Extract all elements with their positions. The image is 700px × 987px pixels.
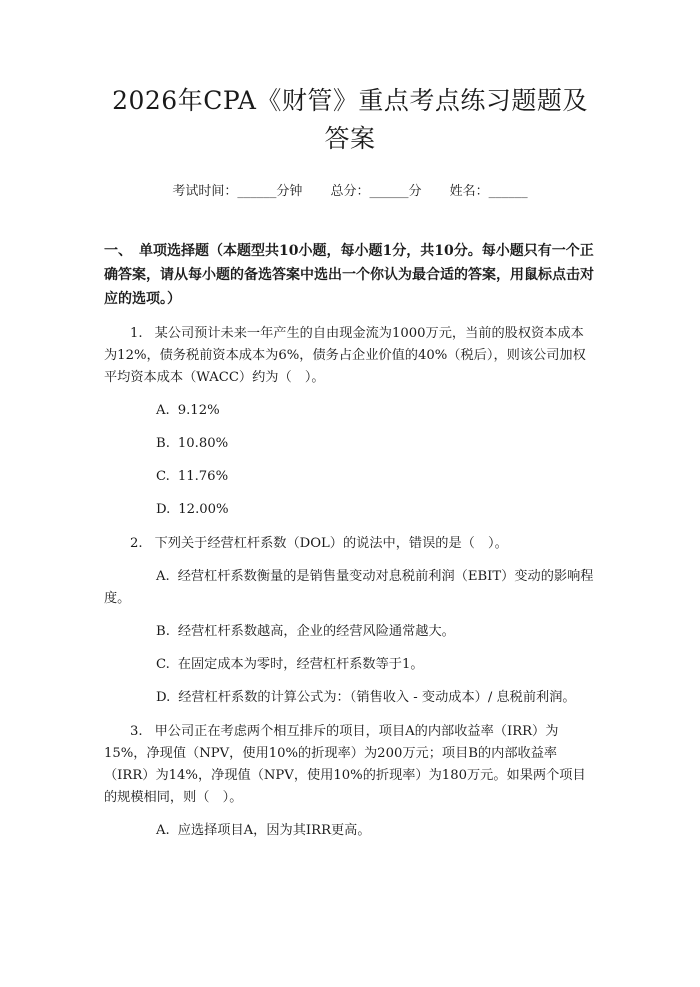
page-title: 2026年CPA《财管》重点考点练习题题及答案 <box>112 86 588 153</box>
option-text: 10.80% <box>177 436 229 451</box>
option-letter: A. <box>156 823 170 838</box>
question-text: 下列关于经营杠杆系数（DOL）的说法中，错误的是（ ）。 <box>154 536 508 551</box>
option-2d[interactable] <box>104 687 596 709</box>
question-2 <box>104 533 596 555</box>
option-2c[interactable] <box>104 654 596 676</box>
option-text: 12.00% <box>178 502 229 517</box>
exam-score: 总分：______分 <box>330 184 422 199</box>
option-1d[interactable] <box>104 499 596 521</box>
question-number: 3. <box>130 724 143 739</box>
option-text: 在固定成本为零时，经营杠杆系数等于1。 <box>177 657 424 672</box>
option-letter: C. <box>156 469 170 484</box>
option-letter: A. <box>156 569 170 584</box>
option-letter: A. <box>156 403 170 418</box>
document-page <box>0 82 700 987</box>
question-text: 甲公司正在考虑两个相互排斥的项目，项目A的内部收益率（IRR）为15%，净现值（NPV，使用10%的折现率）为200万元；项目B的内部收益率（IRR）为14%，净现值（NPV，使用10%的折现率）为180万元。如果两个项目的规模相同，则（ ）。 <box>104 724 586 805</box>
option-letter: B. <box>156 624 170 639</box>
option-letter: C. <box>156 657 170 672</box>
question-1 <box>104 323 596 389</box>
exam-name: 姓名：______ <box>449 184 528 199</box>
option-letter: D. <box>156 502 171 517</box>
section-heading: 一、 单项选择题（本题型共10小题，每小题1分，共10分。每小题只有一个正确答案，请从每小题的备选答案中选出一个你认为最合适的答案，用鼠标点击对应的选项。） <box>104 243 594 307</box>
option-text: 应选择项目A，因为其IRR更高。 <box>177 823 371 838</box>
option-text: 9.12% <box>177 403 220 418</box>
exam-meta <box>104 180 596 199</box>
option-text: 经营杠杆系数越高，企业的经营风险通常越大。 <box>177 624 455 639</box>
option-text: 经营杠杆系数的计算公式为：（销售收入 - 变动成本）/ 息税前利润。 <box>178 690 576 705</box>
exam-time: 考试时间：______分钟 <box>172 184 303 199</box>
option-2a[interactable] <box>104 566 596 610</box>
option-text: 11.76% <box>177 469 229 484</box>
question-3 <box>104 721 596 809</box>
option-letter: D. <box>156 690 171 705</box>
option-text: 经营杠杆系数衡量的是销售量变动对息税前利润（EBIT）变动的影响程度。 <box>104 569 594 606</box>
option-1c[interactable] <box>104 466 596 488</box>
option-1b[interactable] <box>104 433 596 455</box>
option-2b[interactable] <box>104 621 596 643</box>
option-1a[interactable] <box>104 400 596 422</box>
question-text: 某公司预计未来一年产生的自由现金流为1000万元，当前的股权资本成本为12%，债务税前资本成本为6%，债务占企业价值的40%（税后），则该公司加权平均资本成本（WACC）约为（ ）。 <box>104 326 586 385</box>
question-number: 2. <box>130 536 143 551</box>
question-number: 1. <box>130 326 143 341</box>
option-letter: B. <box>156 436 170 451</box>
option-3a[interactable] <box>104 820 596 842</box>
